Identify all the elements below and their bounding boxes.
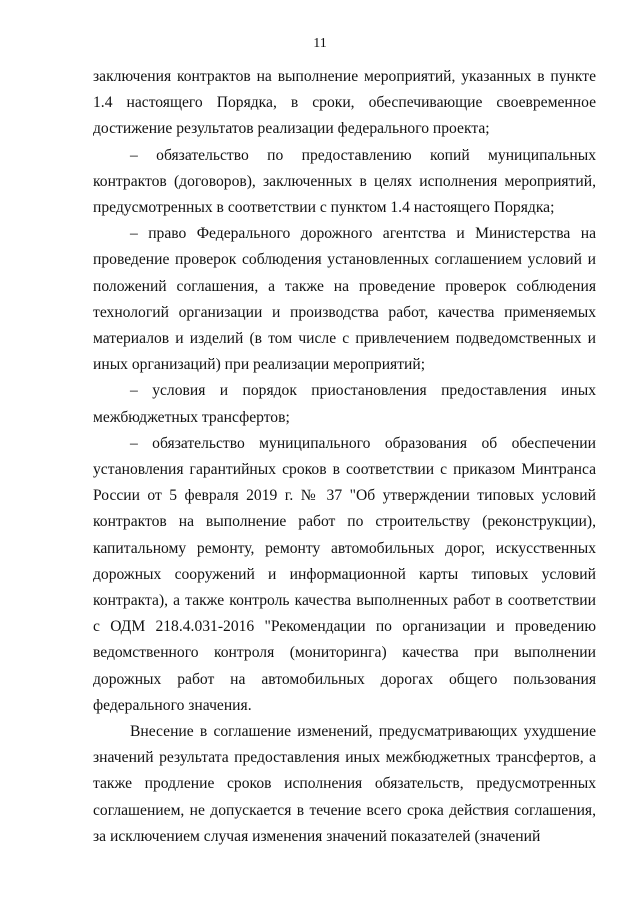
- page-number: 11: [313, 36, 327, 51]
- paragraph-contract-copies-obligation: – обязательство по предоставлению копий муниципальных контрактов (договоров), заключенных в целях исполнения мероприятий, предусмотренных в соответствии с пунктом 1.4 настоящего Порядка;: [93, 146, 596, 217]
- paragraph-suspension-conditions: – условия и порядок приостановления предоставления иных межбюджетных трансфертов;: [93, 382, 596, 426]
- paragraph-inspection-rights: – право Федерального дорожного агентства и Министерства на проведение проверок соблюдения установленных соглашением условий и положений соглашения, а также на проведение проверок соблюдения технологий организации и производства работ, качества применяемых материалов и изделий (в том числе с привлечением подведомственных и иных организаций) при реализации мероприятий;: [93, 225, 596, 374]
- paragraph-agreement-amendments: Внесение в соглашение изменений, предусматривающих ухудшение значений результата предоставления иных межбюджетных трансфертов, а также продление сроков исполнения обязательств, предусмотренных соглашением, не допускается в течение всего срока действия соглашения, за исключением случая изменения значений показателей (значений: [93, 723, 596, 845]
- document-body: [93, 64, 596, 850]
- paragraph-warranty-obligation: – обязательство муниципального образования об обеспечении установления гарантийных сроков в соответствии с приказом Минтранса России от 5 февраля 2019 г. № 37 "Об утверждении типовых условий контрактов на выполнение работ по строительству (реконструкции), капитальному ремонту, ремонту автомобильных дорог, искусственных дорожных сооружений и информационной карты типовых условий контракта), а также контроль качества выполненных работ в соответствии с ОДМ 218.4.031-2016 "Рекомендации по организации и проведению ведомственного контроля (мониторинга) качества при выполнении дорожных работ на автомобильных дорогах общего пользования федерального значения.: [93, 434, 596, 714]
- paragraph-contract-deadlines: заключения контрактов на выполнение мероприятий, указанных в пункте 1.4 настоящего Порядка, в сроки, обеспечивающие своевременное достижение результатов реализации федерального проекта;: [93, 68, 596, 138]
